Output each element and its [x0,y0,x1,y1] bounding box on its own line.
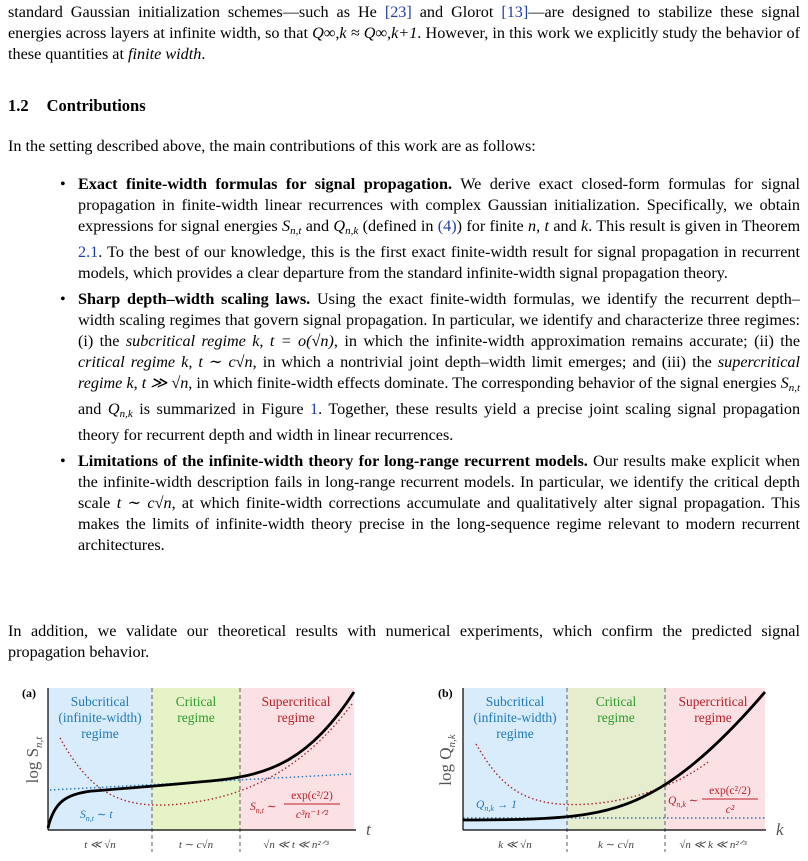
svg-text:regime: regime [597,710,635,725]
svg-text:Critical: Critical [595,694,637,709]
svg-text:(infinite-width): (infinite-width) [473,710,557,725]
x-tick-labels [84,839,329,851]
panel-tag: (a) [22,686,36,700]
svg-text:√n ≪ k ≪ n²ᐟ³: √n ≪ k ≪ n²ᐟ³ [679,839,747,851]
lead-sentence: In the setting described above, the main contributions of this work are as follows: [8,137,536,155]
cite-glorot[interactable]: [13] [501,3,529,21]
supercritical-annotation-lhs: $Q_{n,k}$ ∼ [668,795,699,809]
relation-math: Q∞,k ≈ Q∞,k+1 [312,24,418,42]
critical-label [596,694,637,725]
svg-text:t ≪ √n: t ≪ √n [84,839,116,851]
cite-he[interactable]: [23] [384,3,412,21]
linear-annotation: $S_{n,t}$ ∼ t [80,809,113,823]
svg-text:regime: regime [277,710,315,725]
intro-paragraph: standard Gaussian initialization schemes—such as He [23] and Glorot [13]—are designed to stabilize these signal energies across layers at infinite width, so that Q∞,k ≈ Q∞,k+1. However, in this work we explicitly study the behavior of these quantities at finite width. [8,3,801,63]
panel-tag: (b) [438,686,453,700]
svg-text:k ≪ √n: k ≪ √n [498,839,532,851]
critical-label [176,694,217,725]
svg-text:regime: regime [694,710,732,725]
svg-text:k ∼ c√n: k ∼ c√n [597,839,635,851]
supercritical-annotation-num: exp(c²/2) [291,790,333,802]
y-axis-label: $\log Q_{n,k}$ [436,734,458,786]
svg-text:Supercritical: Supercritical [678,694,748,709]
svg-text:Critical: Critical [175,694,217,709]
svg-text:Subcritical: Subcritical [485,694,545,709]
y-axis-label: $\log S_{n,t}$ [23,736,45,784]
eq-ref-link[interactable]: (4) [437,217,457,235]
x-tick-labels [498,839,747,851]
x-axis-label: t [366,820,371,839]
supercritical-annotation-num: exp(c²/2) [709,785,751,797]
figure-panel-b [408,682,808,861]
x-axis-label: k [776,820,784,839]
svg-text:t ∼ c√n: t ∼ c√n [178,839,214,851]
svg-text:(infinite-width): (infinite-width) [58,710,142,725]
supercritical-annotation-den: c³n⁻¹ᐟ² [295,809,329,821]
section-heading: 1.2 Contributions [8,96,146,115]
svg-text:Subcritical: Subcritical [70,694,130,709]
contribution-item: • Sharp depth–width scaling laws. Using the exact finite-width formulas, we identify the recurrent depth–width scaling regimes that govern signal propagation. In particular, we identify and characterize three regimes: (i) the subcritical regime k, t = o(√n), in which the infinite-width approximation remains accurate; (ii) the critical regime k, t ∼ c√n, in which a nontrivial joint depth–width limit emerges; and (iii) the supercritical regime k, t ≫ √n, in which finite-width effects dominate. The corresponding behavior of the signal energies $S_{n,t}$ and $Q_{n,k}$ is summarized in Figure 1. Together, these results yield a precise joint scaling signal propagation theory for recurrent depth and width in linear recurrences. [58,289,800,446]
svg-text:regime: regime [81,726,119,741]
contribution-item: • Exact finite-width formulas for signal propagation. We derive exact closed-form formulas for signal propagation in finite-width linear recurrences with complex Gaussian initialization. Specifically, we obtain expressions for signal energies $S_{n,t}$ and $Q_{n,k}$ (defined in (4)) for finite n, t and k. This result is given in Theorem 2.1. To the best of our knowledge, this is the first exact finite-width result for signal propagation in recurrent models, which provides a clear departure from the standard infinite-width signal propagation theory. [58,174,800,284]
constant-annotation: $Q_{n,k} \to 1$ [476,799,517,813]
contribution-item: • Limitations of the infinite-width theory for long-range recurrent models. Our results make explicit when the infinite-width description fails in long-range recurrent models. In particular, we identify the critical depth scale t ∼ c√n, at which finite-width corrections accumulate and qualitatively alter signal propagation. This makes the limits of infinite-width theory precise in the long-sequence regime relevant to modern recurrent architectures. [58,451,800,556]
supercritical-annotation-den: c² [725,804,735,816]
closing-paragraph: In addition, we validate our theoretical results with numerical experiments, which confirm the predicted signal propagation behavior. [8,622,800,661]
theorem-ref-link[interactable]: 2.1 [78,243,99,261]
figure-panel-a [0,682,400,861]
figure-ref-link[interactable]: 1 [310,400,319,418]
finite-width-emph: finite width [128,45,202,63]
contributions-list [58,174,800,561]
supercritical-annotation-lhs: $S_{n,t}$ ∼ [250,801,277,815]
svg-text:Supercritical: Supercritical [261,694,331,709]
svg-text:regime: regime [496,726,534,741]
svg-text:√n ≪ t ≪ n²ᐟ³: √n ≪ t ≪ n²ᐟ³ [263,839,329,851]
svg-text:regime: regime [177,710,215,725]
